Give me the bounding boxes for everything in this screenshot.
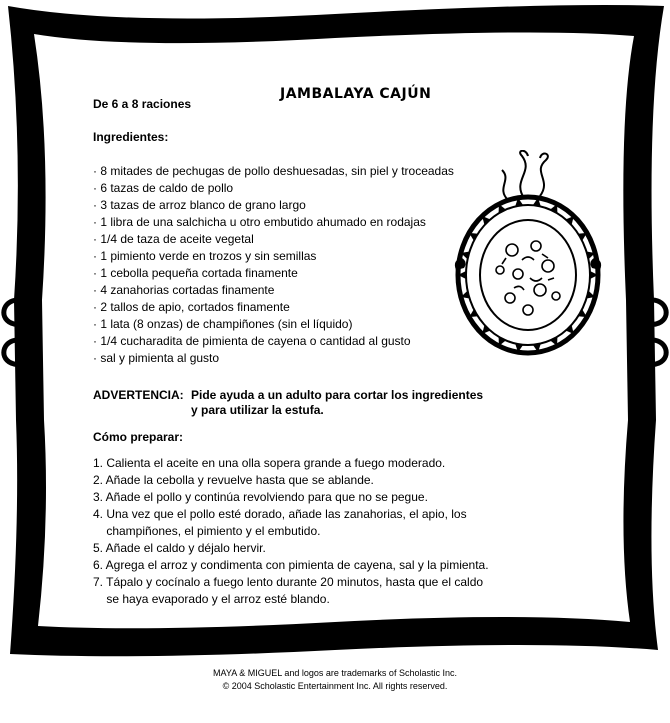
list-item: · 1 cebolla pequeña cortada finamente — [93, 266, 298, 280]
list-item: 2. Añade la cebolla y revuelve hasta que se ablande. — [93, 473, 374, 487]
list-item: 7. Tápalo y cocínalo a fuego lento durante 20 minutos, hasta que el caldo — [93, 575, 484, 589]
list-item: · 1 lata (8 onzas) de champiñones (sin el líquido) — [93, 317, 353, 331]
list-item: se haya evaporado y el arroz esté blando. — [93, 592, 330, 606]
list-item: · 4 zanahorias cortadas finamente — [93, 283, 275, 297]
footer-trademark: MAYA & MIGUEL and logos are trademarks of Scholastic Inc. — [213, 668, 457, 678]
list-item: · 3 tazas de arroz blanco de grano largo — [93, 198, 306, 212]
steps-heading: Cómo preparar: — [93, 430, 184, 444]
list-item: 3. Añade el pollo y continúa revolviendo para que no se pegue. — [93, 490, 428, 504]
list-item: 1. Calienta el aceite en una olla sopera grande a fuego moderado. — [93, 456, 446, 470]
list-item: · sal y pimienta al gusto — [93, 351, 220, 365]
recipe-title: JAMBALAYA CAJÚN — [280, 86, 432, 102]
warning-line-1: Pide ayuda a un adulto para cortar los ingredientes — [191, 388, 484, 402]
jambalaya-pot-icon — [452, 150, 604, 360]
list-item: · 1/4 cucharadita de pimienta de cayena o cantidad al gusto — [93, 334, 411, 348]
list-item: · 2 tallos de apio, cortados finamente — [93, 300, 290, 314]
list-item: champiñones, el pimiento y el embutido. — [93, 524, 321, 538]
warning-label: ADVERTENCIA: — [93, 388, 184, 402]
list-item: · 1/4 de taza de aceite vegetal — [93, 232, 254, 246]
list-item: 5. Añade el caldo y déjalo hervir. — [93, 541, 266, 555]
footer-copyright: © 2004 Scholastic Entertainment Inc. All rights reserved. — [222, 681, 448, 691]
warning-line-2: y para utilizar la estufa. — [191, 403, 324, 417]
list-item: · 1 pimiento verde en trozos y sin semillas — [93, 249, 317, 263]
list-item: · 1 libra de una salchicha u otro embutido ahumado en rodajas — [93, 215, 426, 229]
servings-label: De 6 a 8 raciones — [93, 97, 192, 111]
list-item: 6. Agrega el arroz y condimenta con pimienta de cayena, sal y la pimienta. — [93, 558, 489, 572]
list-item: · 6 tazas de caldo de pollo — [93, 181, 234, 195]
list-item: 4. Una vez que el pollo esté dorado, añade las zanahorias, el apio, los — [93, 507, 467, 521]
list-item: · 8 mitades de pechugas de pollo deshuesadas, sin piel y troceadas — [93, 164, 454, 178]
ingredients-heading: Ingredientes: — [93, 130, 169, 144]
